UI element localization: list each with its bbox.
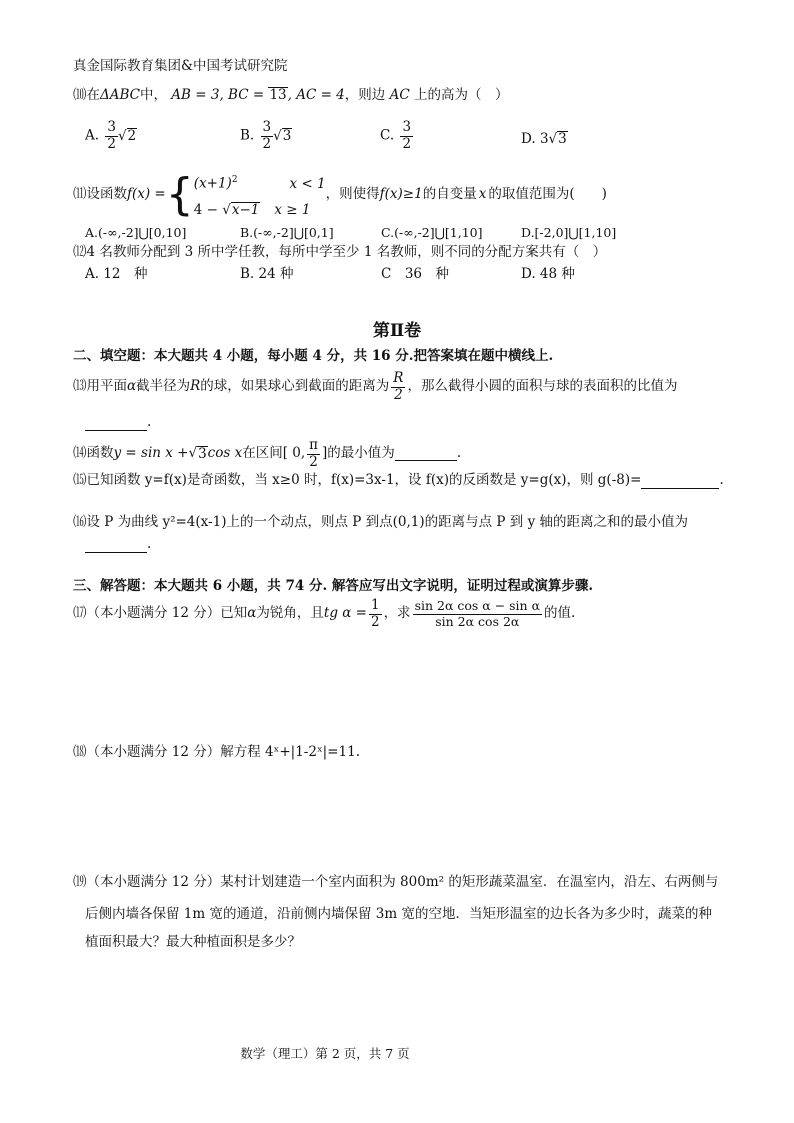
fraction: $\frac{3}{2}$ [262, 119, 272, 152]
fraction: $\frac{3}{2}$ [107, 119, 116, 152]
q10-option-b: B. $\frac{3}{2}$ √3 [240, 119, 292, 152]
q12-option-d: D. 48 种 [521, 266, 575, 282]
question-10: ⑽在ΔABC中， AB = 3, BC = 13, AC = 4，则边 AC 上的高为（ ） [73, 87, 509, 103]
question-14: ⒁函数y = sin x +√3cos x在区间[ 0, $\frac{\pi}{2}$ ]的最小值为 . [73, 437, 462, 470]
left-brace-icon: { [165, 168, 194, 220]
q11-option-c: C.(-∞,-2]⋃[1,10] [381, 225, 483, 240]
question-11: ⑾设函数f(x) ={ $(x+1)^2$ x < 1 4 − √x−1 x ≥ 1 ，则使得f(x)≥1的自变量 x 的取值范围为( ) [73, 167, 607, 223]
fraction: $\frac{1}{2}$ [370, 597, 380, 630]
q11-option-b: B.(-∞,-2]⋃[0,1] [240, 225, 334, 240]
question-18: ⒅（本小题满分 12 分）解方程 4ˣ+|1-2ˣ|=11. [73, 744, 361, 760]
header-org: 真金国际教育集团&中国考试研究院 [73, 58, 288, 74]
question-19-line2: 后侧内墙各保留 1m 宽的通道，沿前侧内墙保留 3m 宽的空地．当矩形温室的边长各为多少时，蔬菜的种 [85, 906, 712, 922]
fraction: $\frac{3}{2}$ [402, 119, 412, 152]
section-2-heading: 二、填空题：本大题共 4 小题，每小题 4 分，共 16 分.把答案填在题中横线上. [73, 348, 554, 364]
q12-option-c: C 36 种 [381, 266, 450, 282]
q10-number: ⑽ [73, 87, 87, 103]
page-footer: 数学（理工）第 2 页，共 7 页 [240, 1046, 410, 1061]
q14-answer-blank[interactable] [395, 447, 457, 462]
q13-answer-blank[interactable]: . [85, 416, 151, 431]
fraction: $\frac{R}{2}$ [393, 370, 404, 403]
q10-option-d: D. 3√3 [521, 131, 567, 147]
q11-option-a: A.(-∞,-2]⋃[0,10] [85, 225, 187, 240]
question-16: ⒃设 P 为曲线 y²=4(x-1)上的一个动点，则点 P 到点(0,1)的距离与点 P 到 y 轴的距离之和的最小值为 [73, 514, 689, 530]
piecewise-cases: $(x+1)^2$ x < 1 4 − √x−1 x ≥ 1 [193, 175, 326, 218]
fraction: $\frac{\pi}{2}$ [309, 437, 319, 470]
question-17: ⒄（本小题满分 12 分）已知α为锐角，且tg α = $\frac{1}{2}$ ，求 $\frac{\text{sin 2α cos α − sin α}}{\text{sin 2α cos 2α}}$ 的值. [73, 597, 576, 630]
q10-option-c: C. $\frac{3}{2}$ [380, 119, 412, 152]
question-12: ⑿4 名教师分配到 3 所中学任教，每所中学至少 1 名教师，则不同的分配方案共有（ ） [73, 244, 607, 260]
question-15: ⒂已知函数 y=f(x)是奇函数，当 x≥0 时，f(x)=3x-1，设 f(x)的反函数是 y=g(x)，则 g(-8)= . [73, 472, 724, 488]
q12-option-b: B. 24 种 [240, 266, 294, 282]
question-19-line1: ⒆（本小题满分 12 分）某村计划建造一个室内面积为 800m² 的矩形蔬菜温室．在温室内，沿左、右两侧与 [73, 874, 719, 890]
question-13: ⒀用平面α截半径为R的球，如果球心到截面的距离为 $\frac{R}{2}$ ，那么截得小圆的面积与球的表面积的比值为 [73, 370, 678, 403]
question-19-line3: 植面积最大？最大种植面积是多少？ [85, 934, 301, 950]
q15-answer-blank[interactable] [641, 474, 719, 489]
section-3-heading: 三、解答题：本大题共 6 小题，共 74 分. 解答应写出文字说明，证明过程或演算步骤. [73, 578, 594, 594]
q16-answer-blank[interactable]: . [85, 538, 151, 553]
q11-option-d: D.[-2,0]⋃[1,10] [521, 225, 617, 240]
section-2-title: 第Ⅱ卷 [372, 321, 422, 341]
q12-option-a: A. 12 种 [85, 266, 148, 282]
fraction-big: $\frac{\text{sin 2α cos α − sin α}}{\text{sin 2α cos 2α}}$ [414, 598, 541, 629]
q10-option-a: A. $\frac{3}{2}$ √2 [85, 119, 137, 152]
